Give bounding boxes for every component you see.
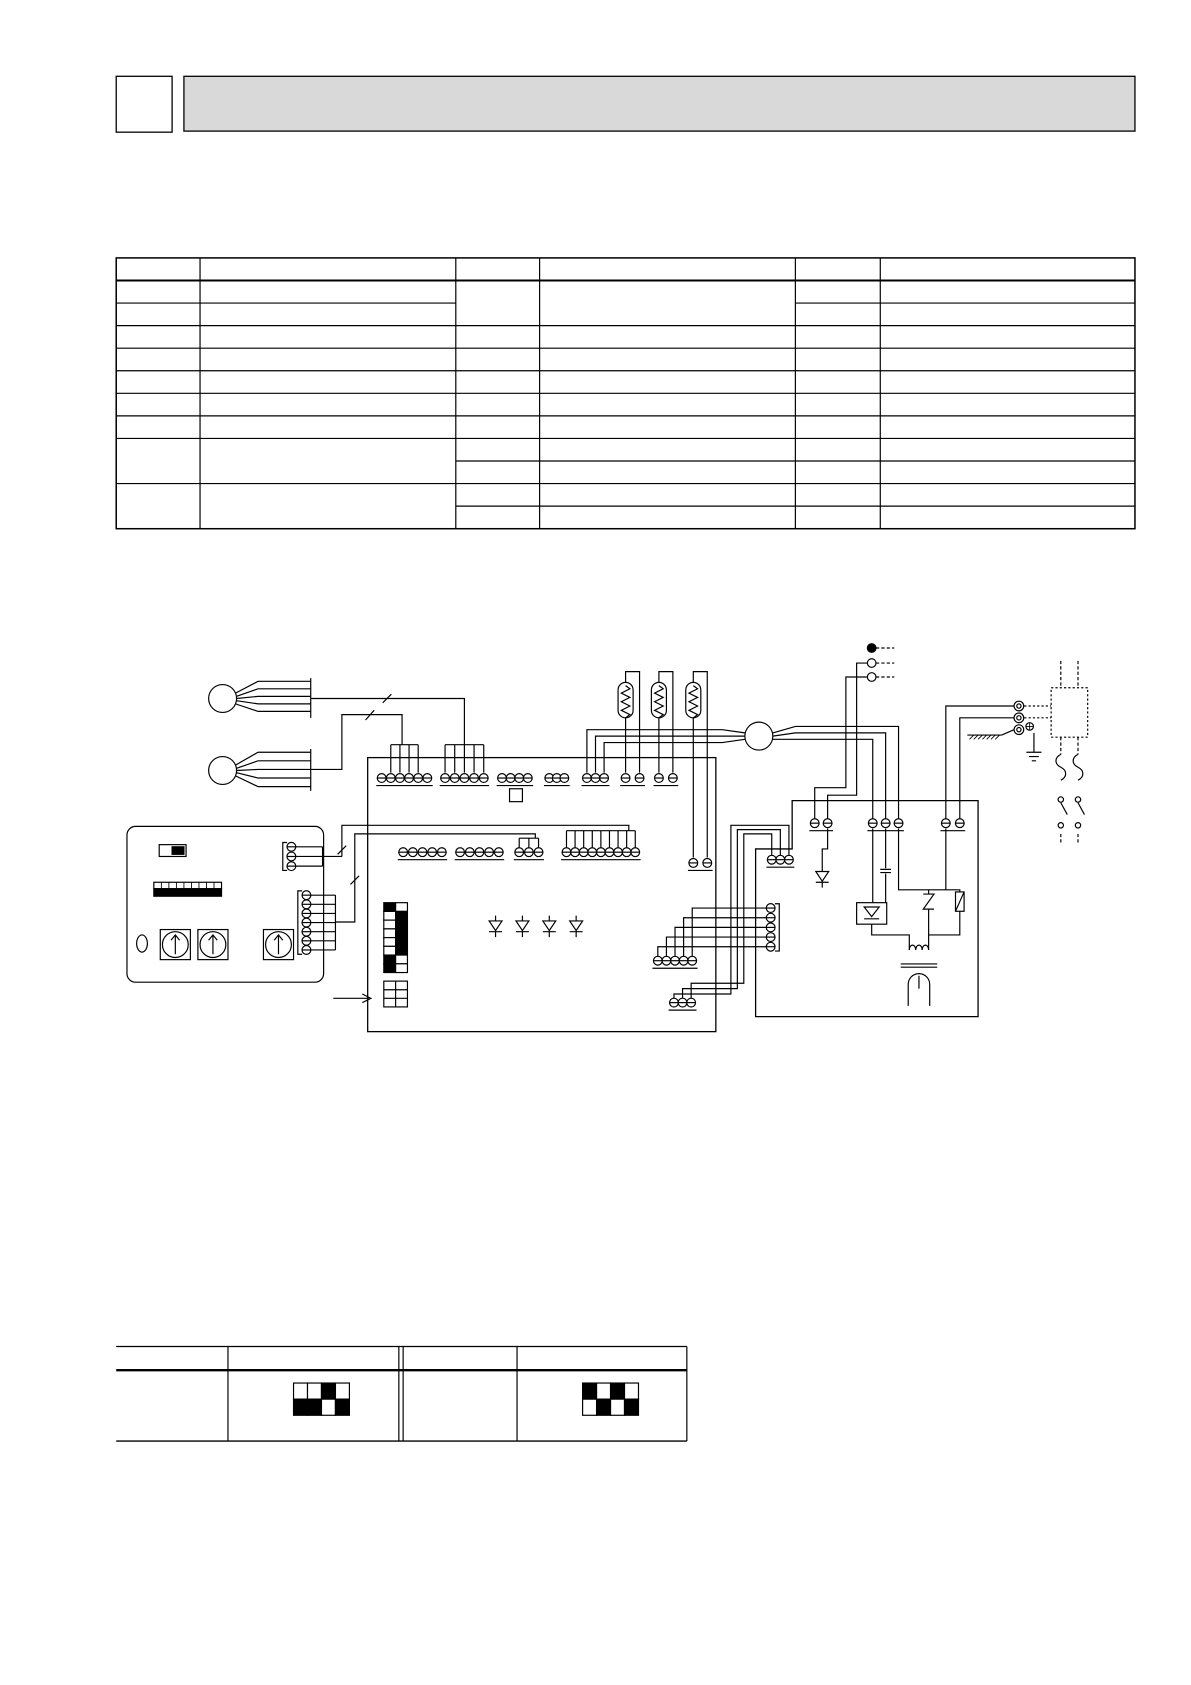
connector-pin bbox=[456, 848, 465, 857]
board-wires bbox=[873, 829, 960, 903]
dip-switch-cell bbox=[611, 1383, 625, 1399]
connector-pin bbox=[302, 900, 311, 909]
led-icon bbox=[570, 916, 583, 937]
terminal-block-wires bbox=[946, 706, 1014, 819]
terminal-icon bbox=[1014, 725, 1024, 735]
connector-pin bbox=[653, 956, 662, 965]
connector-pin bbox=[571, 848, 580, 857]
terminal-icon bbox=[1014, 713, 1024, 723]
connector-pin bbox=[494, 848, 503, 857]
connector-address-upper bbox=[287, 842, 296, 870]
connector-pin bbox=[302, 927, 311, 936]
dip-switch-cell bbox=[583, 1383, 597, 1399]
motor-wire bbox=[311, 699, 465, 745]
connector-pin bbox=[302, 946, 311, 955]
terminal-core bbox=[1017, 716, 1021, 720]
connector-pin bbox=[287, 842, 296, 851]
diode-lead bbox=[822, 829, 827, 872]
switch-strip-cell bbox=[384, 955, 396, 964]
connector-pin bbox=[591, 774, 600, 783]
rotary-switch-2 bbox=[198, 930, 228, 960]
dip-switch-cell bbox=[321, 1383, 335, 1399]
led-icon bbox=[543, 916, 556, 937]
dip-switch-cell bbox=[335, 1383, 349, 1399]
connector-pin bbox=[302, 936, 311, 945]
connector-pin bbox=[955, 819, 964, 828]
connector-pin bbox=[465, 848, 474, 857]
switch-strip-cell bbox=[396, 955, 408, 964]
dip-switch-ticks bbox=[161, 882, 214, 888]
connector-pin bbox=[408, 848, 417, 857]
connector-pin bbox=[766, 913, 775, 922]
indoor-controller-board bbox=[368, 758, 716, 1032]
dip-switch-cell bbox=[597, 1399, 611, 1415]
switch-strip-cell bbox=[396, 938, 408, 947]
dip-switch-cell bbox=[308, 1383, 322, 1399]
connector-pin bbox=[703, 859, 712, 868]
section-header bbox=[116, 76, 1135, 132]
dip-switch-cell bbox=[625, 1383, 639, 1399]
connector-pin bbox=[766, 923, 775, 932]
motor-icon bbox=[745, 722, 773, 750]
connector-pin bbox=[881, 819, 890, 828]
board-jumper-grid bbox=[384, 981, 408, 1007]
pointer-arrow-icon bbox=[333, 994, 371, 1003]
jumper-grid-lines bbox=[384, 981, 408, 1007]
connector-mid-c bbox=[514, 848, 544, 860]
dip-switch-cell bbox=[597, 1383, 611, 1399]
dip-switch-pattern-2 bbox=[583, 1383, 639, 1415]
connector-vane-1 bbox=[376, 774, 432, 786]
connector-pin bbox=[766, 904, 775, 913]
rotary-switch-3 bbox=[263, 930, 293, 960]
switch-strip-cell bbox=[396, 920, 408, 929]
connector-pin bbox=[498, 774, 507, 783]
connector-pin bbox=[678, 998, 687, 1007]
dip-switch-pattern-1 bbox=[294, 1383, 350, 1415]
dip-switch-cell bbox=[294, 1399, 308, 1415]
connector-pin bbox=[868, 819, 877, 828]
connector-pin bbox=[588, 848, 597, 857]
section-number-box bbox=[116, 76, 172, 132]
connector-pin bbox=[450, 774, 459, 783]
connector-pin bbox=[287, 862, 296, 871]
connector-pin bbox=[428, 848, 437, 857]
connector-lower-5 bbox=[652, 956, 697, 968]
chassis-ground-wire bbox=[967, 730, 1014, 735]
motor-wire bbox=[311, 715, 402, 770]
connector-pin bbox=[785, 855, 794, 864]
power-supply-terminals bbox=[815, 644, 895, 819]
terminal-open-icon bbox=[867, 673, 876, 682]
switch-strip-cell bbox=[396, 929, 408, 938]
terminal-icon bbox=[1014, 701, 1024, 711]
slide-switch-knob bbox=[172, 847, 184, 855]
connector-pin bbox=[515, 848, 524, 857]
connector-pin bbox=[688, 956, 697, 965]
connector-pin bbox=[671, 956, 680, 965]
switch-strip-cell bbox=[396, 946, 408, 955]
dip-switch-strip bbox=[154, 882, 222, 888]
switch-strip-cell bbox=[384, 911, 396, 920]
connector-pin bbox=[534, 848, 543, 857]
connector-pin bbox=[437, 848, 446, 857]
motor-icon bbox=[209, 685, 237, 713]
connector-pin bbox=[423, 774, 432, 783]
connector-layer bbox=[287, 774, 965, 1011]
switch-strip-cell bbox=[384, 929, 396, 938]
connector-pin bbox=[399, 848, 408, 857]
resistor-mark bbox=[929, 892, 964, 935]
dip-switch-cell bbox=[308, 1399, 322, 1415]
switch-strip-cell bbox=[384, 938, 396, 947]
connector-pin bbox=[479, 774, 488, 783]
mounting-hole bbox=[137, 935, 148, 952]
connector-pin bbox=[621, 774, 630, 783]
connector-pin bbox=[562, 848, 571, 857]
board-test-pad bbox=[510, 789, 523, 802]
connector-pin bbox=[579, 848, 588, 857]
connector-pin bbox=[515, 774, 524, 783]
connector-pin bbox=[506, 774, 515, 783]
parts-symbol-table bbox=[116, 258, 1135, 529]
capacitor-icon bbox=[880, 869, 891, 872]
switch-strip-cell bbox=[396, 911, 408, 920]
dip-switch-cell bbox=[335, 1399, 349, 1415]
terminal-core bbox=[1017, 704, 1021, 708]
connector-fanout-2 bbox=[445, 745, 484, 773]
table-row-rules bbox=[116, 303, 1135, 506]
dip-switch-cell bbox=[611, 1399, 625, 1415]
fan-motor-wires-left bbox=[587, 730, 745, 773]
connector-fanout-1 bbox=[391, 745, 418, 773]
thermistor-3 bbox=[686, 672, 707, 858]
connector-pin bbox=[823, 819, 832, 828]
board-led-row bbox=[489, 916, 582, 937]
connector-pin bbox=[302, 918, 311, 927]
led-icon bbox=[516, 916, 529, 937]
connector-top-3 bbox=[497, 774, 534, 786]
connector-thermistor-2 bbox=[654, 774, 679, 786]
connector-pin bbox=[605, 848, 614, 857]
connector-address-lower bbox=[302, 891, 311, 955]
connector-power-1 bbox=[809, 819, 833, 831]
diode-icon bbox=[816, 872, 829, 888]
connector-mid-b bbox=[455, 848, 504, 860]
connector-pin bbox=[302, 891, 311, 900]
connector-pin bbox=[810, 819, 819, 828]
dip-switch-patterns bbox=[294, 1383, 639, 1415]
vane-motor-2 bbox=[209, 710, 402, 791]
connector-pin bbox=[396, 774, 405, 783]
connector-pin bbox=[470, 774, 479, 783]
vane-motor-1 bbox=[209, 678, 465, 745]
thermistor-zigzag bbox=[621, 686, 630, 718]
connector-top-4 bbox=[544, 774, 570, 786]
dip-switch-cell bbox=[321, 1399, 335, 1415]
arrow-up-icon bbox=[209, 935, 218, 954]
connector-pin bbox=[600, 774, 609, 783]
field-wiring-dashes bbox=[876, 648, 894, 677]
connector-pin bbox=[302, 909, 311, 918]
connector-pin bbox=[767, 855, 776, 864]
connector-power-left bbox=[766, 855, 794, 867]
connector-pin bbox=[670, 998, 679, 1007]
connector-pin bbox=[668, 774, 677, 783]
dip-switch-cell bbox=[583, 1399, 597, 1415]
connector-pin bbox=[377, 774, 386, 783]
connector-pin bbox=[386, 774, 395, 783]
interboard-step-wires bbox=[658, 908, 767, 956]
section-title-bar bbox=[184, 76, 1135, 131]
connector-thermistor-1 bbox=[620, 774, 645, 786]
connector-riser bbox=[566, 831, 635, 848]
connector-pin bbox=[614, 848, 623, 857]
rectifier-diode-mark bbox=[864, 907, 879, 919]
connector-pin bbox=[766, 942, 775, 951]
connector-pin bbox=[287, 852, 296, 861]
connector-pin bbox=[631, 848, 640, 857]
transformer-coil-icon bbox=[909, 945, 928, 950]
terminal-open-icon bbox=[867, 659, 876, 668]
connector-pin bbox=[679, 956, 688, 965]
connector-pin bbox=[460, 774, 469, 783]
terminal-filled-icon bbox=[867, 644, 876, 653]
field-wiring-dashes bbox=[1024, 706, 1051, 718]
breaker-symbols bbox=[1055, 754, 1084, 834]
connector-pin bbox=[524, 848, 533, 857]
motor-harness bbox=[236, 678, 311, 718]
thermistor-zigzag bbox=[655, 686, 664, 718]
switch-strip-cell bbox=[384, 903, 396, 912]
connector-pin bbox=[405, 774, 414, 783]
switch-strip-cell bbox=[384, 920, 396, 929]
dip-switch-cell bbox=[625, 1399, 639, 1415]
connector-pin bbox=[766, 933, 775, 942]
connector-pin bbox=[596, 848, 605, 857]
connector-pin bbox=[654, 774, 663, 783]
switch-strip-cell bbox=[384, 964, 396, 973]
connector-pin bbox=[582, 774, 591, 783]
sheet-artwork bbox=[116, 76, 1135, 1441]
outdoor-unit-box bbox=[1051, 688, 1088, 737]
board-switch-strip bbox=[384, 903, 408, 973]
connector-riser bbox=[519, 838, 538, 848]
fan-motor bbox=[587, 722, 899, 819]
switch-strip-cell bbox=[396, 964, 408, 973]
connector-pin bbox=[662, 956, 671, 965]
connector-mid-d bbox=[561, 848, 641, 860]
connector-pin bbox=[441, 774, 450, 783]
arrow-up-icon bbox=[171, 935, 180, 954]
connector-pin bbox=[894, 819, 903, 828]
connector-pin bbox=[418, 848, 427, 857]
connector-mid-a bbox=[398, 848, 447, 860]
switch-strip-cell bbox=[396, 903, 408, 912]
transformer-core-icon bbox=[901, 964, 938, 967]
led-icon bbox=[489, 916, 502, 937]
dip-switch-body bbox=[154, 889, 222, 897]
terminal-core bbox=[1017, 728, 1021, 732]
rotary-switch-1 bbox=[160, 930, 190, 960]
wiring-diagram bbox=[127, 644, 1088, 1032]
earth-ground-icon bbox=[1026, 733, 1041, 761]
connector-pin bbox=[485, 848, 494, 857]
connector-pin bbox=[414, 774, 423, 783]
chassis-ground-hatch-icon bbox=[969, 735, 999, 739]
connector-vane-2 bbox=[440, 774, 489, 786]
indoor-outdoor-terminal-block bbox=[946, 661, 1088, 844]
connector-pin bbox=[776, 855, 785, 864]
connector-thermistor-3 bbox=[688, 859, 713, 871]
motor-harness bbox=[236, 749, 311, 791]
dip-switch-cell bbox=[294, 1383, 308, 1399]
connector-pin bbox=[941, 819, 950, 828]
bridge-output-wire bbox=[872, 924, 929, 950]
model-setting-table bbox=[116, 1346, 687, 1441]
connector-pin bbox=[635, 774, 644, 783]
switch-strip-cell bbox=[384, 946, 396, 955]
thermistor-zigzag bbox=[689, 686, 698, 718]
arrow-up-icon bbox=[274, 935, 283, 954]
terminal-wires bbox=[815, 663, 868, 819]
connector-pin bbox=[475, 848, 484, 857]
connector-fan bbox=[582, 774, 610, 786]
connector-pin bbox=[622, 848, 631, 857]
connector-power-vertical bbox=[766, 904, 775, 951]
connector-pin bbox=[523, 774, 532, 783]
rectifier-bridge-icon bbox=[857, 903, 887, 924]
motor-icon bbox=[209, 757, 237, 785]
connector-pin bbox=[560, 774, 569, 783]
connector-pin bbox=[689, 859, 698, 868]
connector-lower-3 bbox=[669, 998, 697, 1010]
connector-pin bbox=[687, 998, 696, 1007]
connector-power-3 bbox=[940, 819, 965, 831]
thermal-fuse-icon bbox=[908, 974, 929, 1006]
